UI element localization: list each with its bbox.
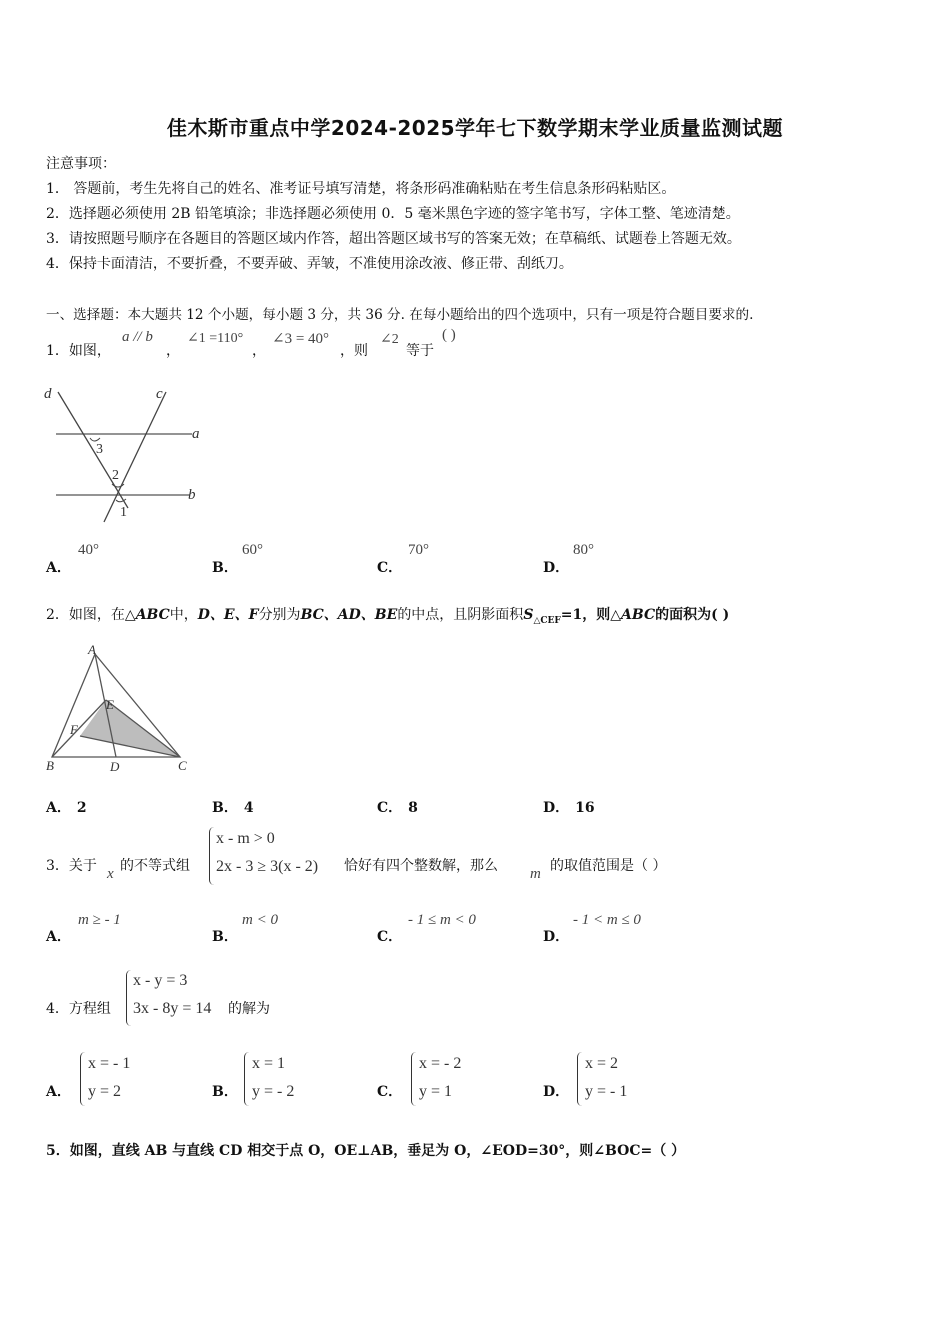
q1-option-d-value: 80° [573, 542, 594, 558]
q4-option-c-line1: x = - 2 [419, 1055, 462, 1072]
q4-option-b-brace [244, 1052, 249, 1106]
q3-option-c-value: - 1 ≤ m < 0 [408, 912, 476, 928]
q3-ineq-1: x - m > 0 [216, 830, 275, 847]
q3-ineq-2: 2x - 3 ≥ 3(x - 2) [216, 858, 319, 875]
q2-option-d[interactable]: D． 16 [543, 800, 595, 816]
q1-option-c-value: 70° [408, 542, 429, 558]
q4-option-a-line2: y = 2 [88, 1083, 122, 1100]
q3-system-brace [209, 827, 214, 885]
label-1: 1 [120, 505, 127, 520]
q1-comma: ， [166, 343, 180, 359]
q1-option-c-letter[interactable]: C． [377, 560, 403, 576]
q2-sub: △CEF [533, 615, 561, 626]
q2-figure [40, 640, 200, 775]
q3-option-d-value: - 1 < m ≤ 0 [573, 912, 641, 928]
q4-eq-1: x - y = 3 [133, 972, 188, 989]
section-heading: 一、选择题：本大题共 12 个小题，每小题 3 分，共 36 分. 在每小题给出的四个选项中，只有一项是符合题目要求的. [46, 307, 754, 323]
label-b: b [188, 487, 196, 503]
q4-option-b-letter[interactable]: B． [212, 1084, 238, 1100]
q4-suffix: 的解为 [228, 1001, 270, 1017]
q1-option-b-value: 60° [242, 542, 263, 558]
q2-segs: BC、AD、BE [300, 607, 398, 623]
label-A: A [88, 642, 96, 657]
q4-option-a-brace [80, 1052, 85, 1106]
q3-var-m: m [530, 866, 541, 882]
q1-answer-paren: ( ) [442, 327, 456, 343]
q2-text: 的中点，且阴影面积 [397, 607, 524, 623]
label-D: D [110, 759, 120, 774]
q3-option-a-value: m ≥ - 1 [78, 912, 121, 928]
q2-text: 分别为 [258, 607, 301, 623]
q5-stem: 5．如图，直线 AB 与直线 CD 相交于点 O，OE⊥AB，垂足为 O，∠EOD=30°，则∠BOC=（ ） [46, 1143, 686, 1159]
q4-option-d-letter[interactable]: D． [543, 1084, 570, 1100]
q1-comma: ， [252, 343, 266, 359]
q2-text-end: 的面积为( ) [655, 607, 730, 623]
label-2: 2 [112, 468, 119, 483]
q1-then: ，则 [340, 343, 368, 359]
q4-option-b-line2: y = - 2 [252, 1083, 295, 1100]
label-c: c [156, 386, 163, 402]
notice-item: 4．保持卡面清洁，不要折叠，不要弄破、弄皱，不准使用涂改液、修正带、刮纸刀。 [46, 256, 573, 272]
q2-stem [46, 604, 729, 626]
q1-option-a-value: 40° [78, 542, 99, 558]
label-C: C [178, 758, 187, 773]
q2-text: 中， [169, 607, 198, 623]
q1-cond-angle3: ∠3 = 40° [272, 331, 330, 347]
notice-item: 3．请按照题号顺序在各题目的答题区域内作答，超出答题区域书写的答案无效；在草稿纸、试题卷上答题无效。 [46, 231, 741, 247]
q4-option-d-line1: x = 2 [585, 1055, 619, 1072]
notice-item: 1． 答题前，考生先将自己的姓名、准考证号填写清楚，将条形码准确粘贴在考生信息条形码粘贴区。 [46, 181, 676, 197]
q4-option-b-line1: x = 1 [252, 1055, 286, 1072]
q3-var-x: x [107, 866, 114, 882]
line-c [104, 392, 166, 522]
q3-option-c-letter[interactable]: C． [377, 929, 403, 945]
q3-option-b-letter[interactable]: B． [212, 929, 238, 945]
q2-option-c[interactable]: C． 8 [377, 800, 418, 816]
page-title: 佳木斯市重点中学2024-2025学年七下数学期末学业质量监测试题 [166, 116, 784, 140]
q1-ask-angle: ∠2 [380, 332, 399, 347]
q4-option-d-brace [577, 1052, 582, 1106]
label-3: 3 [96, 442, 103, 457]
q4-option-c-letter[interactable]: C． [377, 1084, 403, 1100]
q2-abc2: ABC [621, 607, 656, 623]
q3-prefix: 3．关于 [46, 858, 97, 874]
q4-system-brace [126, 970, 131, 1026]
label-E: E [106, 697, 114, 712]
q4-prefix: 4．方程组 [46, 1001, 111, 1017]
label-F: F [70, 722, 78, 737]
q2-abc: ABC [135, 607, 170, 623]
q3-mid: 的不等式组 [120, 858, 190, 874]
label-B: B [46, 758, 54, 773]
q3-suffix: 的取值范围是（ ） [550, 858, 667, 874]
angle-3-arc [90, 438, 100, 441]
q2-eq: =1，则△ [560, 607, 622, 623]
q1-option-a-letter[interactable]: A． [46, 560, 71, 576]
shaded-triangle-cef [80, 700, 180, 757]
q4-eq-2: 3x - 8y = 14 [133, 1000, 212, 1017]
q1-option-d-letter[interactable]: D． [543, 560, 570, 576]
notice-item: 2．选择题必须使用 2B 铅笔填涂；非选择题必须使用 0．5 毫米黑色字迹的签字笔书写，字体工整、笔迹清楚。 [46, 206, 740, 222]
line-d [58, 392, 128, 508]
q1-prefix: 1．如图， [46, 343, 111, 359]
q4-option-a-letter[interactable]: A． [46, 1084, 71, 1100]
q1-option-b-letter[interactable]: B． [212, 560, 238, 576]
q2-text: 2．如图，在△ [46, 607, 136, 623]
label-a: a [192, 426, 200, 442]
q4-option-c-line2: y = 1 [419, 1083, 453, 1100]
q2-s: S [523, 607, 534, 623]
q4-option-c-brace [411, 1052, 416, 1106]
q3-mid2: 恰好有四个整数解，那么 [344, 858, 498, 874]
q1-cond-angle1: ∠1 =110° [187, 331, 244, 346]
q1-cond-parallel: a // b [122, 329, 153, 345]
q4-option-a-line1: x = - 1 [88, 1055, 131, 1072]
q3-option-b-value: m < 0 [242, 912, 278, 928]
notice-heading: 注意事项： [46, 156, 116, 172]
q1-suffix: 等于 [406, 343, 434, 359]
q3-option-d-letter[interactable]: D． [543, 929, 570, 945]
q2-def: D、E、F [197, 607, 259, 623]
q1-figure [40, 380, 210, 530]
label-d: d [44, 386, 52, 402]
q3-option-a-letter[interactable]: A． [46, 929, 71, 945]
q2-option-b[interactable]: B． 4 [212, 800, 254, 816]
q2-option-a[interactable]: A． 2 [46, 800, 87, 816]
q4-option-d-line2: y = - 1 [585, 1083, 628, 1100]
